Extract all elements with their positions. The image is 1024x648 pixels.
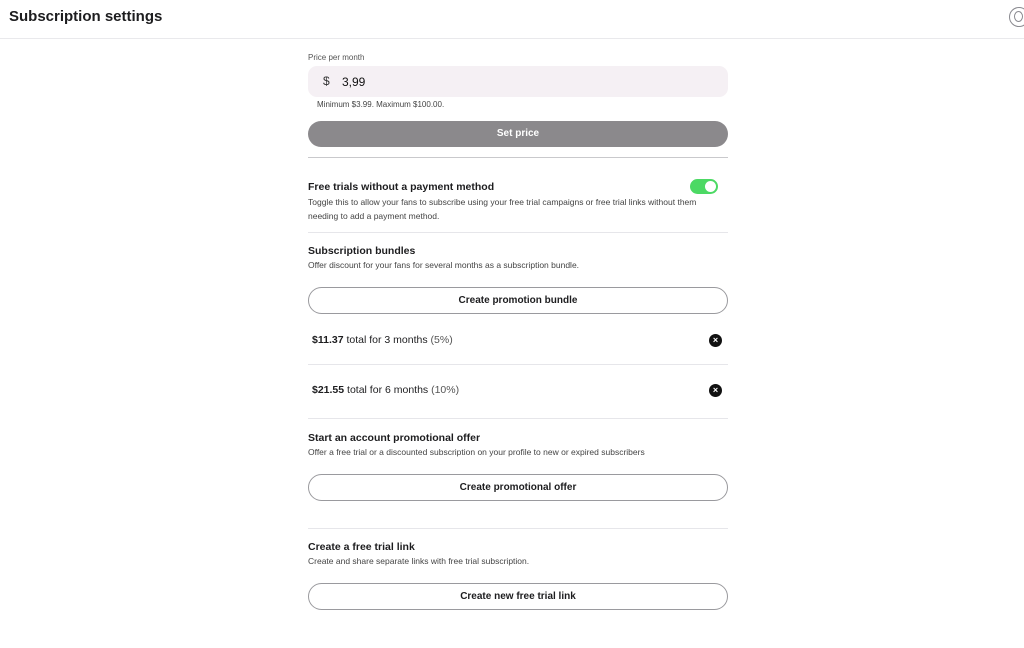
close-circle-icon[interactable]: × (709, 384, 722, 397)
bundle-text (312, 334, 453, 346)
price-hint: Minimum $3.99. Maximum $100.00. (317, 100, 445, 109)
price-label: Price per month (308, 53, 365, 62)
create-free-trial-link-button[interactable]: Create new free trial link (308, 583, 728, 610)
bundles-title: Subscription bundles (308, 245, 416, 257)
trial-link-description: Create and share separate links with free trial subscription. (308, 556, 530, 566)
bundle-price: $21.55 (312, 384, 345, 396)
free-trials-description: Toggle this to allow your fans to subscribe using your free trial campaigns or free trial links without them needing to add a payment method. (308, 197, 697, 221)
free-trials-toggle[interactable] (690, 179, 718, 194)
bundle-price: $11.37 (312, 334, 344, 346)
divider (308, 418, 728, 419)
bundles-description: Offer discount for your fans for several months as a subscription bundle. (308, 260, 580, 270)
divider (308, 157, 728, 158)
create-promotional-offer-button[interactable]: Create promotional offer (308, 474, 728, 501)
set-price-button[interactable]: Set price (308, 121, 728, 147)
create-promotion-bundle-button[interactable]: Create promotion bundle (308, 287, 728, 314)
bundle-row (308, 370, 728, 410)
bundle-discount: (10%) (431, 384, 460, 396)
page-title: Subscription settings (9, 8, 163, 25)
price-input[interactable] (340, 72, 644, 92)
divider (308, 528, 728, 529)
bundle-text (312, 384, 459, 396)
trial-link-title: Create a free trial link (308, 541, 415, 553)
bundle-duration: total for 6 months (344, 384, 432, 396)
bundle-duration: total for 3 months (343, 334, 431, 346)
bundle-row (308, 320, 728, 360)
toggle-knob (705, 181, 716, 192)
info-icon[interactable] (1009, 7, 1024, 27)
divider (308, 364, 728, 365)
free-trials-title: Free trials without a payment method (308, 181, 495, 193)
promo-offer-title: Start an account promotional offer (308, 432, 481, 444)
top-bar (0, 0, 1024, 39)
currency-symbol: $ (323, 74, 330, 88)
promo-offer-description: Offer a free trial or a discounted subscription on your profile to new or expired subscribers (308, 447, 645, 457)
price-field[interactable] (308, 66, 728, 97)
divider (308, 232, 728, 233)
close-circle-icon[interactable]: × (709, 334, 722, 347)
bundle-discount: (5%) (430, 334, 453, 346)
